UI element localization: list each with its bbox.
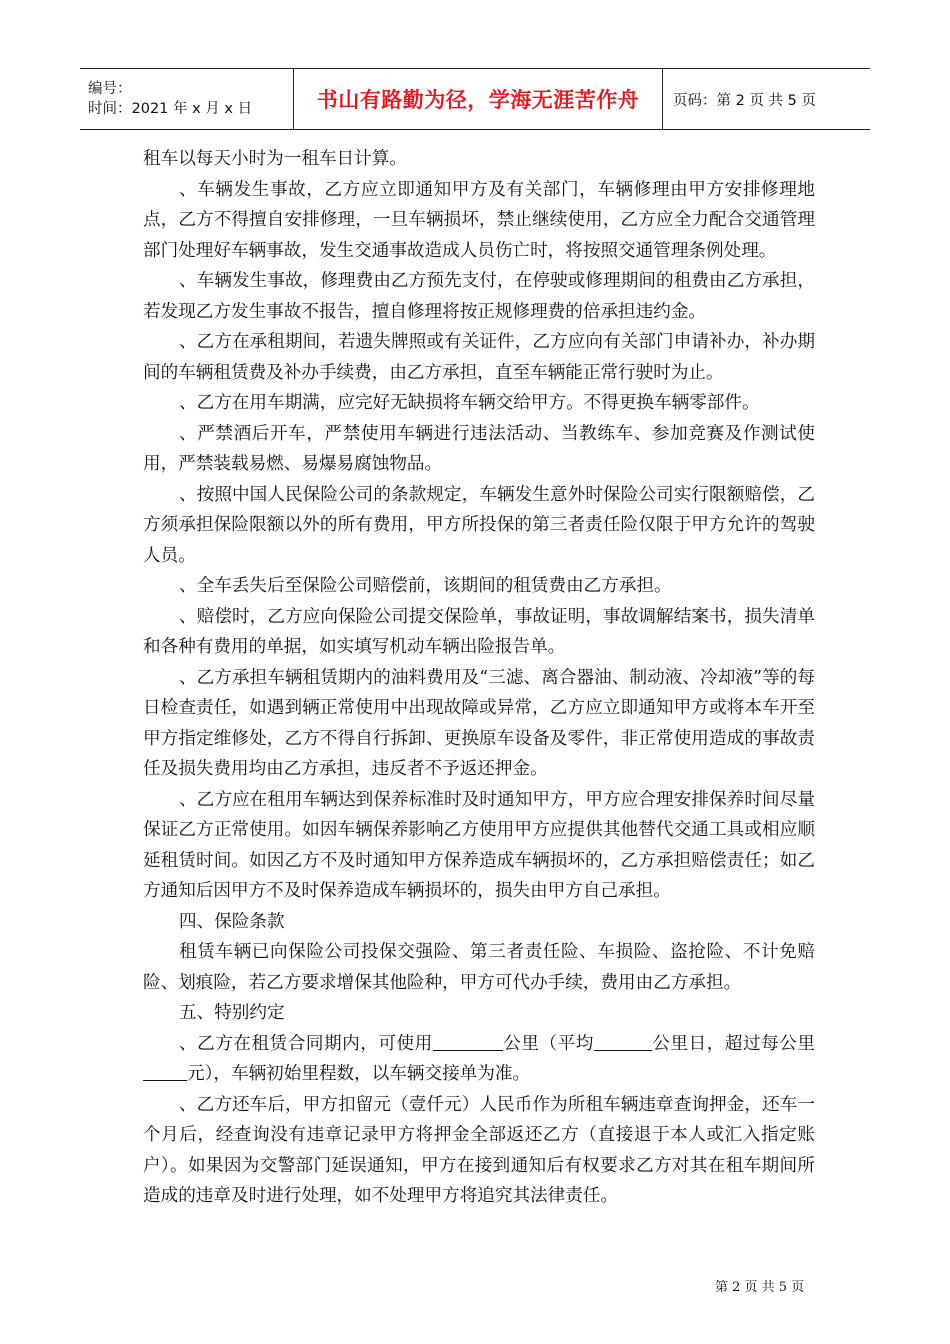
section-heading: 五、特别约定 [179,1003,285,1023]
document-header [80,68,870,130]
paragraph: 、严禁酒后开车，严禁使用车辆进行违法活动、当教练车、参加竞赛及作测试使用，严禁装载易燃、易爆易腐蚀物品。 [143,423,815,474]
header-page-code [663,69,870,129]
paragraph: 、乙方应在租用车辆达到保养标准时及时通知甲方，甲方应合理安排保养时间尽量保证乙方正常使用。如因车辆保养影响乙方使用甲方应提供其他替代交通工具或相应顺延租赁时间。如因乙方不及时通知甲方保养造成车辆损坏的，乙方承担赔偿责任；如乙方通知后因甲方不及时保养造成车辆损坏的，损失由甲方自己承担。 [143,789,815,901]
header-motto [294,69,663,129]
paragraph: 、全车丢失后至保险公司赔偿前，该期间的租赁费由乙方承担。 [179,576,672,596]
paragraph: 、乙方在承租期间，若遗失牌照或有关证件，乙方应向有关部门申请补办，补办期间的车辆租赁费及补办手续费，由乙方承担，直至车辆能正常行驶时为止。 [143,332,815,383]
document-body [143,144,815,1212]
mileage-text-d: 元），车辆初始里程数，以车辆交接单为准。 [187,1064,531,1084]
paragraph: 、车辆发生事故，乙方应立即通知甲方及有关部门，车辆修理由甲方安排修理地点，乙方不得擅自安排修理，一旦车辆损坏，禁止继续使用，乙方应全力配合交通管理部门处理好车辆事故，发生交通事故造成人员伤亡时，将按照交通管理条例处理。 [143,179,815,261]
paragraph: 、乙方在用车期满，应完好无缺损将车辆交给甲方。不得更换车辆零部件。 [179,393,760,413]
paragraph: 租赁车辆已向保险公司投保交强险、第三者责任险、车损险、盗抢险、不计免赔险、划痕险，若乙方要求增保其他险种，甲方可代办手续，费用由乙方承担。 [143,942,815,993]
blank-line [143,1062,187,1081]
paragraph: 租车以每天小时为一租车日计算。 [143,149,407,169]
paragraph: 、乙方承担车辆租赁期内的油料费用及“三滤、离合器油、制动液、冷却液”等的每日检查责任，如遇到辆正常使用中出现故障或异常，乙方应立即通知甲方或将本车开至甲方指定维修处，乙方不得自行拆卸、更换原车设备及零件，非正常使用造成的事故责任及损失费用均由乙方承担，违反者不予返还押金。 [143,667,815,779]
mileage-text-c: 公里日，超过每公里 [651,1033,815,1054]
blank-line [433,1032,503,1051]
mileage-text-a: 、乙方在租赁合同期内，可使用 [179,1033,433,1054]
paragraph: 、赔偿时，乙方应向保险公司提交保险单，事故证明，事故调解结案书，损失清单和各种有费用的单据，如实填写机动车辆出险报告单。 [143,606,815,657]
mileage-paragraph [143,1029,815,1090]
paragraph: 、车辆发生事故，修理费由乙方预先支付，在停驶或修理期间的租费由乙方承担，若发现乙方发生事故不报告，擅自修理将按正规修理费的倍承担违约金。 [143,271,815,322]
section-heading: 四、保险条款 [179,911,285,932]
page-code-text: 页码：第 2 页 共 5 页 [673,92,816,109]
date-label: 时间：2021 年 x 月 x 日 [88,101,253,117]
number-label: 编号： [88,81,132,97]
page-footer: 第 2 页 共 5 页 [715,1280,805,1295]
header-meta [80,69,294,129]
mileage-text-b: 公里（平均 [502,1033,594,1054]
blank-line [594,1032,652,1051]
paragraph: 、乙方还车后，甲方扣留元（壹仟元）人民币作为所租车辆违章查询押金，还车一个月后，经查询没有违章记录甲方将押金全部返还乙方（直接退于本人或汇入指定账户）。如果因为交警部门延误通知，甲方在接到通知后有权要求乙方对其在租车期间所造成的违章及时进行处理，如不处理甲方将追究其法律责任。 [143,1094,815,1206]
motto-text: 书山有路勤为径，学海无涯苦作舟 [316,88,640,112]
paragraph: 、按照中国人民保险公司的条款规定，车辆发生意外时保险公司实行限额赔偿，乙方须承担保险限额以外的所有费用，甲方所投保的第三者责任险仅限于甲方允许的驾驶人员。 [143,484,815,566]
